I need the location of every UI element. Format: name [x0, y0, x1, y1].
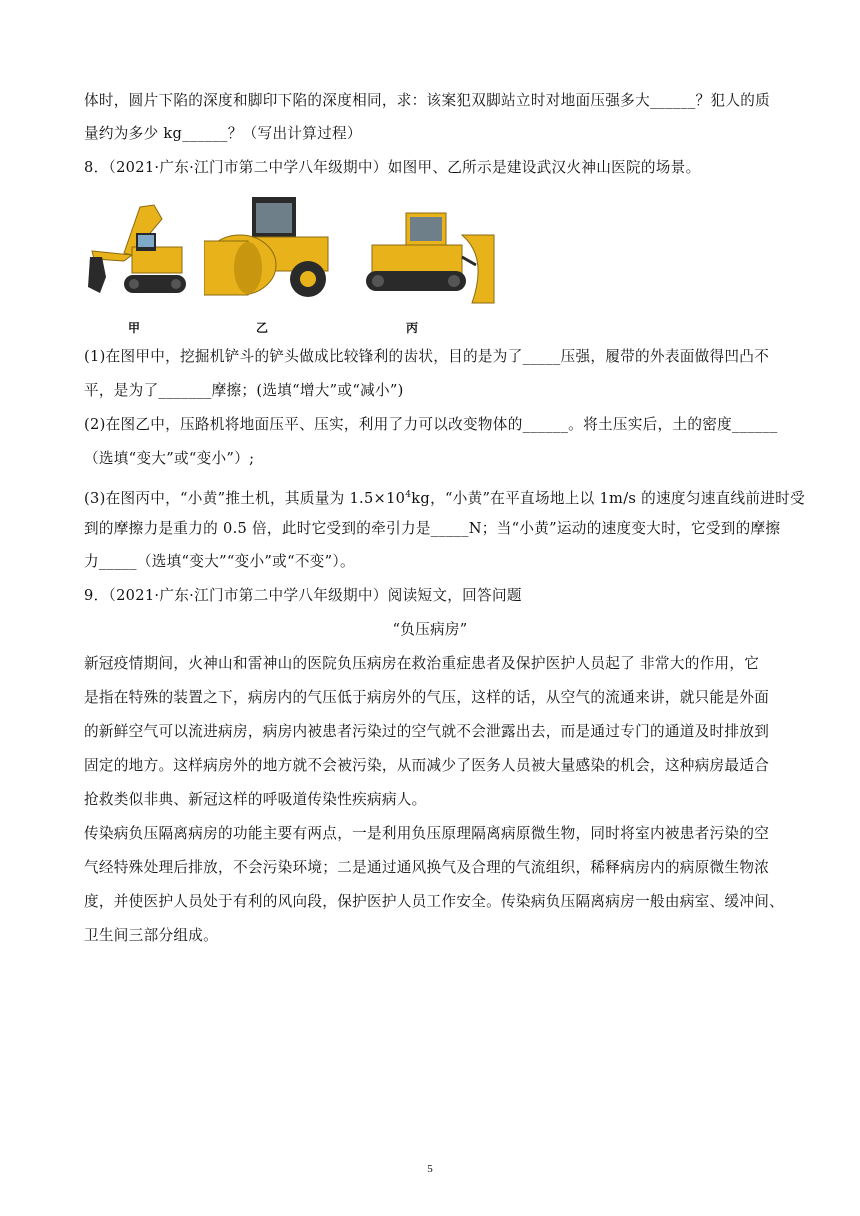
article-line: 的新鲜空气可以流进病房，病房内被患者污染过的空气就不会泄露出去，而是通过专门的通道及时排放到	[84, 723, 770, 740]
article-line: 新冠疫情期间，火神山和雷神山的医院负压病房在救治重症患者及保护医护人员起了 非常大的作用，它	[84, 655, 760, 672]
text-segment: kg，“小黄”在平直场地上以 1m/s 的速度匀速直线前进时受	[411, 489, 805, 507]
article-line: 气经特殊处理后排放，不会污染环境；二是通过通风换气及合理的气流组织，稀释病房内的病原微生物浓	[84, 859, 770, 876]
article-line: 固定的地方。这样病房外的地方就不会被污染，从而减少了医务人员被大量感染的机会，这种病房最适合	[84, 757, 770, 774]
question-9-stem: 9．（2021·广东·江门市第二中学八年级期中）阅读短文，回答问题	[84, 587, 522, 604]
question-8-part-1: (1)在图甲中，挖掘机铲斗的铲头做成比较锋利的齿状，目的是为了_____压强，履带的外表面做得凹凸不	[84, 348, 770, 365]
question-8-part-2: (2)在图乙中，压路机将地面压平、压实，利用了力可以改变物体的______。将土压实后，土的密度______	[84, 416, 778, 433]
text-segment: (3)在图丙中，“小黄”推土机，其质量为 1.5×10	[84, 489, 406, 507]
page-number: 5	[427, 1163, 433, 1175]
article-line: 度，并使医护人员处于有利的风向段，保护医护人员工作安全。传染病负压隔离病房一般由病室、缓冲间、	[84, 893, 785, 910]
article-line: 抢救类似非典、新冠这样的呼吸道传染性疾病病人。	[84, 791, 427, 808]
question-8-stem: 8．（2021·广东·江门市第二中学八年级期中）如图甲、乙所示是建设武汉火神山医院的场景。	[84, 159, 701, 176]
article-line: 是指在特殊的装置之下，病房内的气压低于病房外的气压，这样的话，从空气的流通来讲，就只能是外面	[84, 689, 770, 706]
article-title: “负压病房”	[392, 621, 468, 638]
question-8-part-1: 平，是为了_______摩擦；(选填“增大”或“减小”)	[84, 382, 404, 399]
caption-bing: 丙	[406, 321, 419, 335]
text-line: 体时，圆片下陷的深度和脚印下陷的深度相同，求：该案犯双脚站立时对地面压强多大______？犯人的质	[84, 92, 771, 109]
question-8-part-3	[84, 485, 805, 509]
bulldozer-image	[366, 205, 496, 309]
article-line: 传染病负压隔离病房的功能主要有两点，一是利用负压原理隔离病原微生物，同时将室内被患者污染的空	[84, 825, 770, 842]
article-line: 卫生间三部分组成。	[84, 927, 219, 944]
text-line: 量约为多少 kg______？（写出计算过程）	[84, 125, 362, 142]
question-8-part-2: （选填“变大”或“变小”）;	[84, 450, 255, 467]
machinery-figures	[84, 193, 504, 333]
question-8-part-3: 力_____（选填“变大”“变小”或“不变”）。	[84, 553, 355, 570]
question-8-part-3: 到的摩擦力是重力的 0.5 倍，此时它受到的牵引力是_____N；当“小黄”运动的速度变大时，它受到的摩擦	[84, 520, 781, 537]
excavator-image	[84, 195, 194, 307]
exponent: 4	[405, 490, 412, 500]
road-roller-image	[204, 193, 334, 305]
caption-jia: 甲	[128, 321, 141, 335]
caption-yi: 乙	[256, 321, 269, 335]
